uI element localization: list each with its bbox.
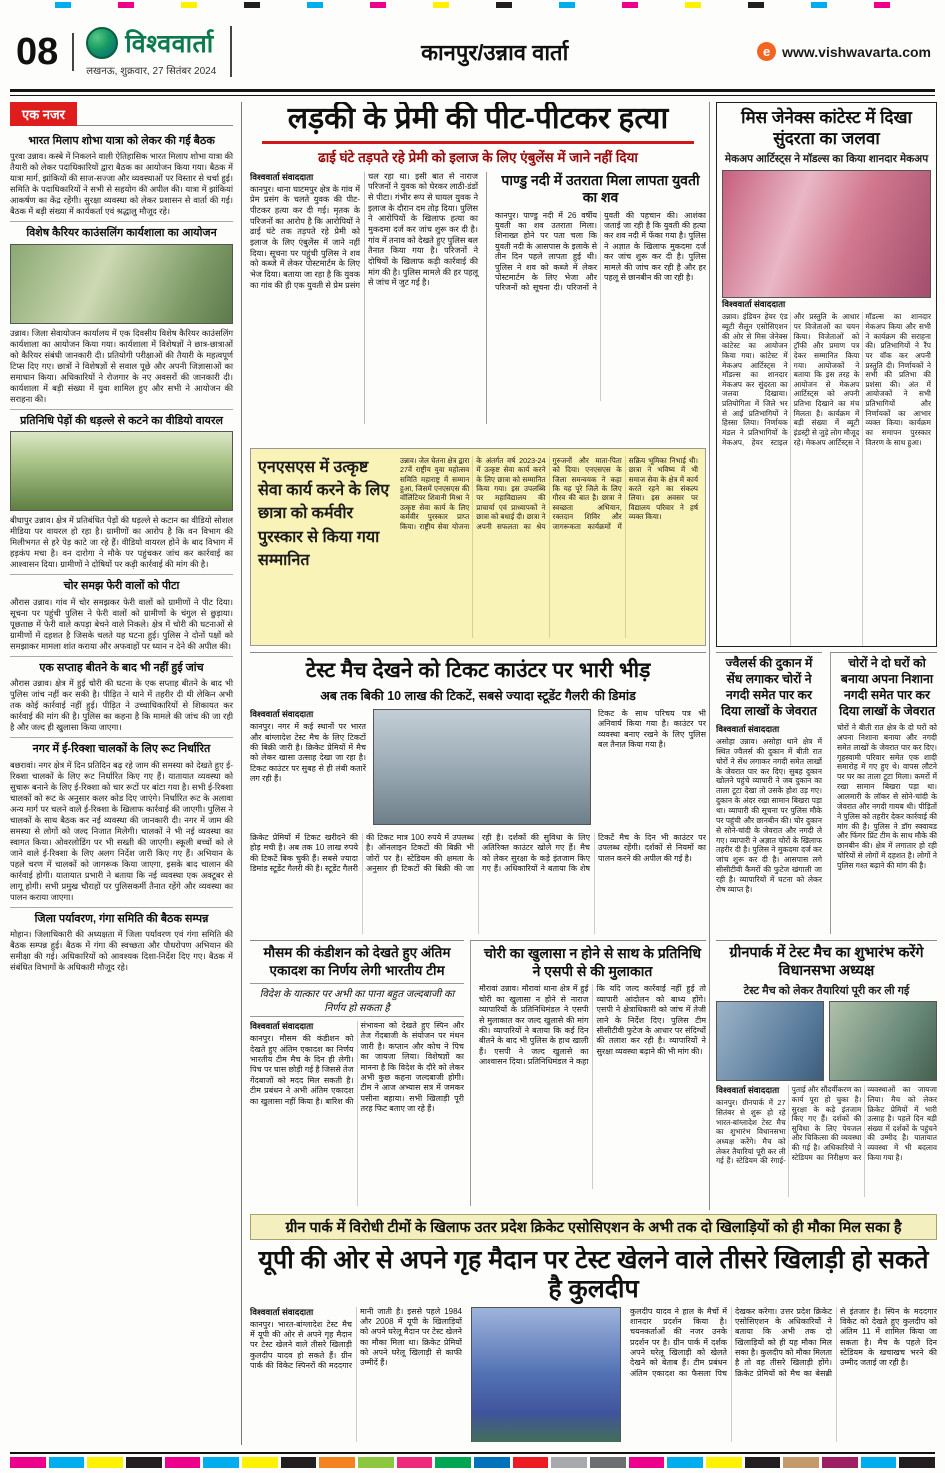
- team-selection-weather-story: [250, 940, 464, 1206]
- sp-meeting-story: [470, 940, 706, 1206]
- nss-award-story: [250, 448, 706, 646]
- story-body: बीघापुर उन्नाव। क्षेत्र में प्रतिबंधित पेड़ों की धड़ल्ले से कटान का वीडियो सोशल मीडिया पर वायरल हो रहा है। ग्रामीणों का आरोप है कि वन विभाग की मिलीभगत से हरे पेड़ काटे जा रहे हैं। वीडियो वायरल होने के बाद विभाग में हड़कंप मचा है। वन दारोगा ने मौके पर पहुंचकर जांच कर कार्रवाई का आश्वासन दिया। ग्रामीणों ने दोषियों पर कड़ी कार्रवाई की मांग की है।: [10, 515, 233, 570]
- story-headline: ग्रीनपार्क में टेस्ट मैच का शुभारंभ करेंगे विधानसभा अध्यक्ष: [729, 945, 924, 980]
- color-patch: [49, 1457, 85, 1468]
- color-patch: [629, 1457, 665, 1468]
- ticket-counter-story: [250, 652, 706, 934]
- lead-subheadline: ढाई घंटे तड़पते रहे प्रेमी को इलाज के लिए एंबुलेंस में जाने नहीं दिया: [318, 149, 638, 165]
- miss-genex-contest-photo: [722, 170, 931, 298]
- color-patch: [622, 2, 638, 8]
- print-color-bar: [10, 1452, 935, 1468]
- kuldeep-story-columns: [250, 1307, 937, 1443]
- story-body: कानपुर। मौसम की कंडीशन को देखते हुए अंतिम एकादश का निर्णय भारतीय टीम मैच के दिन ही लेगी। पिच पर घास छोड़ी गई है जिससे तेज गेंदबाजों को मदद मिल सकती है। टीम प्रबंधन ने अभी अंतिम एकादश का खुलासा नहीं किया है। बारिश की संभावना को देखते हुए स्पिन और तेज गेंदबाजी के संयोजन पर मंथन जारी है। कप्तान और कोच ने पिच का जायजा लिया। विशेषज्ञों का मानना है कि विदेश के दौरे को लेकर अभी कुछ कहना जल्दबाजी होगी। टीम ने आज अभ्यास सत्र में जमकर पसीना बहाया। सभी खिलाड़ी पूरी तरह फिट बताए जा रहे हैं।: [250, 1021, 464, 1114]
- weather-body-wrap: [250, 1021, 464, 1206]
- left-story-career-workshop: [10, 221, 233, 405]
- story-body: उन्नाव। जिला सेवायोजन कार्यालय में एक दिवसीय विशेष कैरियर काउंसलिंग कार्यशाला का आयोजन किया गया। कार्यशाला में विशेषज्ञों ने छात्र-छात्राओं को कैरियर संबंधी जानकारी दी। प्रतियोगी परीक्षाओं की तैयारी के महत्वपूर्ण टिप्स दिए गए। छात्रों ने विशेषज्ञों से सवाल पूछे और अपनी जिज्ञासाओं का समाधान किया। अधिकारियों ने रोजगार के नए अवसरों की जानकारी दी। कार्यशाला में बड़ी संख्या में युवा शामिल हुए और सभी ने आयोजन की सराहना की।: [10, 327, 233, 404]
- story-headline: चोरी का खुलासा न होने से साथ के प्रतिनिधि ने एसपी से की मुलाकात: [483, 945, 702, 980]
- story-subheadline: टेस्ट मैच को लेकर तैयारियां पूरी कर ली गई: [743, 985, 910, 998]
- story-headline: नगर में ई-रिक्शा चालकों के लिए रूट निर्धारित: [32, 743, 211, 756]
- color-patch: [118, 2, 134, 8]
- color-patch: [474, 1457, 510, 1468]
- two-houses-burglary-story: [830, 652, 937, 934]
- column-divider: [709, 102, 710, 1210]
- color-patch: [358, 1457, 394, 1468]
- color-patch: [745, 1457, 781, 1468]
- color-patch: [126, 1457, 162, 1468]
- color-patch: [181, 2, 197, 8]
- kuldeep-body-left-wrap: [250, 1307, 462, 1443]
- story-body: असोहा उन्नाव। असोहा थाने क्षेत्र में स्थित ज्वैलर्स की दुकान में बीती रात चोरों ने सेंध लगाकर नगदी समेत लाखों के जेवरात पार कर दिए। सुबह दुकान खोलने पहुंचे व्यापारी ने जब दुकान का ताला टूटा देखा तो उसके होश उड़ गए। दुकान के अंदर रखा सामान बिखरा पड़ा था। व्यापारी की सूचना पर पुलिस मौके पर पहुंची और छानबीन की। चोर दुकान से सोने-चांदी के जेवरात और नगदी ले गए। व्यापारी ने अज्ञात चोरों के खिलाफ तहरीर दी है। पुलिस ने मुकदमा दर्ज कर जांच शुरू कर दी है। आसपास लगे सीसीटीवी कैमरों की फुटेज खंगाली जा रही है। व्यापारियों में घटना को लेकर रोष व्याप्त है।: [716, 736, 822, 894]
- section-title: कानपुर/उन्नाव वार्ता: [421, 39, 569, 65]
- story-headline: प्रतिनिधि पेड़ों की धड़ल्ले से कटने का वीडियो वायरल: [20, 415, 223, 427]
- story-body: बछरावां। नगर क्षेत्र में दिन प्रतिदिन बढ़ रहे जाम की समस्या को देखते हुए ई-रिक्शा चालकों के लिए रूट निर्धारित किए गए हैं। यातायात व्यवस्था को सुचारू बनाने के लिए ई-रिक्शा को चार रूटों पर बांटा गया है। सभी ई-रिक्शा चालकों को रूट के अनुसार कलर कोड दिए जाएंगे। निर्धारित रूट के अलावा अन्य मार्ग पर चलने वाले ई-रिक्शा के खिलाफ कार्रवाई की जाएगी। पुलिस ने चालकों के साथ बैठक कर नई व्यवस्था की जानकारी दी। नगर में जाम की समस्या से लोगों को जल्द निजात मिलेगी। चालकों ने भी नई व्यवस्था का स्वागत किया। ओवरलोडिंग पर भी सख्ती की जाएगी। स्कूली बच्चों को ले जाने वाले ई-रिक्शा के लिए अलग निर्देश जारी किए गए हैं। अभियान के पहले चरण में चालकों को जागरूक किया जाएगा, इसके बाद चालान की कार्रवाई होगी। यातायात प्रभारी ने बताया कि नई व्यवस्था एक अक्टूबर से लागू होगी। सभी प्रमुख चौराहों पर पुलिसकर्मी तैनात रहेंगे और व्यवस्था का पालन कराया जाएगा।: [10, 759, 233, 903]
- color-patch: [397, 1457, 433, 1468]
- masthead-title: विश्ववार्ता: [125, 30, 214, 58]
- color-patch: [55, 2, 71, 8]
- felled-trees-photo: [10, 431, 233, 511]
- story-body: औरास उन्नाव। गांव में चोर समझकर फेरी वालों को ग्रामीणों ने पीट दिया। सूचना पर पहुंची पुलिस ने फेरी वालों को ग्रामीणों के चंगुल से छुड़ाया। पूछताछ में फेरी वाले कपड़ा बेचने वाले निकले। क्षेत्र में चोरी की घटनाओं से ग्रामीणों में दहशत है जिसके चलते यह घटना हुई। पुलिस ने दोनों पक्षों को समझाकर मामला शांत कराया और अफवाहों पर ध्यान न देने की अपील की।: [10, 596, 233, 651]
- story-headline: चोरों ने दो घरों को बनाया अपना निशाना नगदी समेत पार कर दिया लाखों के जेवरात: [839, 656, 935, 718]
- left-story-hawkers-beaten: [10, 574, 233, 651]
- color-patch: [899, 1457, 935, 1468]
- ek-nazar-row: [10, 102, 233, 126]
- color-patch: [685, 2, 701, 8]
- press-conference-photo-1: [716, 1001, 824, 1081]
- pandu-river-story: [486, 172, 706, 424]
- strap-headline: ग्रीन पार्क में विरोधी टीमों के खिलाफ उतर प्रदेश क्रिकेट एसोसिएशन के अभी तक दो खिलाड़ियों को ही मौका मिल सका है: [250, 1214, 937, 1240]
- lead-story-columns: [250, 172, 706, 424]
- ticket-story-columns: [250, 709, 706, 827]
- color-patch: [861, 1457, 897, 1468]
- byline: विश्ववार्ता संवाददाता: [250, 1306, 314, 1317]
- lead-story-body-wrap: [250, 172, 478, 424]
- main-content: [250, 102, 937, 1442]
- story-body: कानपुर। पाण्डु नदी में 26 वर्षीय युवती का शव उतराता मिला। शिनाख्त होने पर पता चला कि युवती नदी के आसपास के इलाके से तीन दिन पहले लापता हुई थी। पुलिस ने शव को कब्जे में लेकर पोस्टमार्टम के लिए भेजा और परिजनों को सूचना दी। परिजनों ने युवती की पहचान की। आशंका जताई जा रही है कि युवती की हत्या कर शव नदी में फेंका गया है। पुलिस ने अज्ञात के खिलाफ मुकदमा दर्ज कर जांच शुरू कर दी है। पुलिस मामले की जांच कर रही है और हर पहलू से छानबीन की जा रही है।: [495, 210, 706, 293]
- kuldeep-story: [250, 1246, 937, 1442]
- left-story-ganga-samiti: [10, 907, 233, 973]
- left-story-trees-video: [10, 409, 233, 570]
- story-body: मौरावां उन्नाव। मौरावां थाना क्षेत्र में हुई चोरी का खुलासा न होने से नाराज व्यापारियों के प्रतिनिधिमंडल ने एसपी से मुलाकात कर जल्द खुलासे की मांग की। व्यापारियों ने बताया कि कई दिन बीतने के बाद भी पुलिस के हाथ खाली हैं। एसपी ने जल्द खुलासे का आश्वासन दिया। प्रतिनिधिमंडल ने कहा कि यदि जल्द कार्रवाई नहीं हुई तो व्यापारी आंदोलन को बाध्य होंगे। एसपी ने क्षेत्राधिकारी को जांच में तेजी लाने के निर्देश दिए। पुलिस टीम सीसीटीवी फुटेज के आधार पर संदिग्धों की तलाश कर रही है। व्यापारियों ने सुरक्षा व्यवस्था बढ़ाने की भी मांग की।: [479, 984, 706, 1067]
- story-headline: ज्वैलर्स की दुकान में सेंध लगाकर चोरों ने नगदी समेत पार कर दिया लाखों के जेवरात: [721, 656, 817, 718]
- lead-story: [250, 102, 706, 442]
- byline: विश्ववार्ता संवाददाता: [250, 1021, 314, 1032]
- color-patch: [307, 2, 323, 8]
- left-story-bharat-milap: [10, 130, 233, 217]
- ticket-body-left-wrap: [250, 709, 366, 827]
- print-registration-marks: [55, 2, 890, 8]
- color-patch: [10, 1457, 46, 1468]
- dateline: लखनऊ, शुक्रवार, 27 सितंबर 2024: [86, 66, 217, 77]
- color-patch: [165, 1457, 201, 1468]
- miss-genex-story: [716, 102, 937, 647]
- story-body: कानपुर। ग्रीनपार्क में 27 सितंबर से शुरू हो रहे भारत-बांग्लादेश टेस्ट मैच का शुभारंभ विधानसभा अध्यक्ष करेंगे। मैच को लेकर तैयारियां पूरी कर ली गई हैं। स्टेडियम की रंगाई-पुताई और सौंदर्यीकरण का कार्य पूरा हो चुका है। सुरक्षा के कड़े इंतजाम किए गए हैं। दर्शकों की सुविधा के लिए पेयजल और चिकित्सा की व्यवस्था की गई है। अधिकारियों ने स्टेडियम का निरीक्षण कर व्यवस्थाओं का जायजा लिया। मैच को लेकर क्रिकेट प्रेमियों में भारी उत्साह है। पहले दिन बड़ी संख्या में दर्शकों के पहुंचने की उम्मीद है। यातायात व्यवस्था में भी बदलाव किया गया है।: [716, 1085, 937, 1166]
- color-patch: [244, 2, 260, 8]
- story-headline: यूपी की ओर से अपने गृह मैदान पर टेस्ट खेलने वाले तीसरे खिलाड़ी हो सकते है कुलदीप: [258, 1246, 929, 1303]
- color-patch: [822, 1457, 858, 1468]
- byline: विश्ववार्ता संवाददाता: [722, 299, 786, 310]
- story-body: उन्नाव। इंडियन हेयर एंड ब्यूटी सैलून एसोसिएशन की ओर से मिस जेनेक्स कांटेस्ट का आयोजन किया गया। कांटेस्ट में मेकअप आर्टिस्ट्स ने मॉडल्स का शानदार मेकअप कर सुंदरता का जलवा दिखाया। प्रतियोगिता में जिले भर से आईं प्रतिभागियों ने हिस्सा लिया। निर्णायक मंडल ने प्रतिभागियों के मेकअप, हेयर स्टाइल और प्रस्तुति के आधार पर विजेताओं का चयन किया। विजेताओं को ट्रॉफी और प्रमाण पत्र देकर सम्मानित किया गया। आयोजकों ने बताया कि इस तरह के आयोजन से मेकअप आर्टिस्ट्स को अपनी प्रतिभा दिखाने का मंच मिलता है। कार्यक्रम में बड़ी संख्या में ब्यूटी इंडस्ट्री से जुड़े लोग मौजूद रहे। मेकअप आर्टिस्ट्स ने मॉडल्स का शानदार मेकअप किया और सभी ने कार्यक्रम की सराहना की। प्रतिभागियों ने रैंप पर वॉक कर अपनी प्रस्तुति दी। निर्णायकों ने सभी की प्रतिभा की प्रशंसा की। अंत में आयोजकों ने सभी प्रतिभागियों और निर्णायकों का आभार व्यक्त किया। कार्यक्रम का समापन पुरस्कार वितरण के साथ हुआ।: [722, 312, 931, 447]
- story-headline: जिला पर्यावरण, गंगा समिति की बैठक सम्पन्न: [34, 913, 209, 926]
- story-body: मोहान। जिलाधिकारी की अध्यक्षता में जिला पर्यावरण एवं गंगा समिति की बैठक सम्पन्न हुई। बैठक में गंगा की स्वच्छता और पौधरोपण अभियान की समीक्षा की गई। अधिकारियों को आवश्यक दिशा-निर्देश दिए गए। बैठक में संबंधित विभागों के अधिकारी मौजूद रहे।: [10, 929, 233, 973]
- color-patch: [433, 2, 449, 8]
- byline: विश्ववार्ता संवाददाता: [250, 171, 314, 182]
- color-patch: [874, 2, 890, 8]
- story-subheadline: मेकअप आर्टिस्ट्स ने मॉडल्स का किया शानदार मेकअप: [724, 153, 929, 166]
- lead-story-body: कानपुर। थाना घाटमपुर क्षेत्र के गांव में प्रेम प्रसंग के चलते युवक की पीट-पीटकर हत्या कर दी गई। मृतक के परिजनों का आरोप है कि आरोपियों ने ढाई घंटे तक तड़पते रहे प्रेमी को इलाज के लिए एंबुलेंस में जाने नहीं दिया। सूचना पर पहुंची पुलिस ने शव को कब्जे में लेकर पोस्टमार्टम के लिए भेज दिया। बताया जा रहा है कि युवक का गांव की ही एक युवती से प्रेम प्रसंग चल रहा था। इसी बात से नाराज परिजनों ने युवक को घेरकर लाठी-डंडों से पीटा। गंभीर रूप से घायल युवक ने इलाज के दौरान दम तोड़ दिया। पुलिस ने आरोपियों के खिलाफ हत्या का मुकदमा दर्ज कर जांच शुरू कर दी है। गांव में तनाव को देखते हुए पुलिस बल तैनात किया गया है। परिजनों ने दोषियों के खिलाफ कड़ी कार्रवाई की मांग की है। पुलिस मामले की हर पहलू से जांच में जुट गई है।: [250, 171, 478, 290]
- byline: विश्ववार्ता संवाददाता: [716, 723, 780, 734]
- left-story-no-investigation: [10, 656, 233, 733]
- color-patch: [590, 1457, 626, 1468]
- color-patch: [706, 1457, 742, 1468]
- cricket-players-photo: [471, 1307, 621, 1443]
- story-headline: विशेष कैरियर काउंसलिंग कार्यशाला का आयोजन: [26, 227, 217, 240]
- color-patch: [203, 1457, 239, 1468]
- story-body: औरास उन्नाव। क्षेत्र में हुई चोरी की घटना के एक सप्ताह बीतने के बाद भी पुलिस जांच नहीं कर सकी है। पीड़ित ने थाने में तहरीर दी थी लेकिन अभी तक कोई कार्रवाई नहीं हुई। पीड़ित ने उच्चाधिकारियों से शिकायत कर कार्रवाई की मांग की है। पुलिस का कहना है कि मामले की जांच की जा रही है और जल्द ही खुलासा किया जाएगा।: [10, 678, 233, 733]
- story-headline: टेस्ट मैच देखने को टिकट काउंटर पर भारी भीड़: [305, 659, 651, 682]
- page-number: 08: [10, 33, 74, 71]
- byline: विश्ववार्ता संवाददाता: [250, 709, 314, 719]
- kuldeep-body-right: कुलदीप यादव ने हाल के मैचों में शानदार प्रदर्शन किया है। चयनकर्ताओं की नजर उनके प्रदर्शन पर है। ग्रीन पार्क में दर्शक अपने घरेलू खिलाड़ी को खेलते देखने को बेताब हैं। टीम प्रबंधन अंतिम एकादश का फैसला पिच देखकर करेगा। उत्तर प्रदेश क्रिकेट एसोसिएशन के अधिकारियों ने बताया कि अभी तक दो खिलाड़ियों को ही यह मौका मिल सका है। कुलदीप को मौका मिलता है तो वह तीसरे खिलाड़ी होंगे। क्रिकेट प्रेमियों को मैच का बेसब्री से इंतजार है। स्पिन के मददगार विकेट को देखते हुए कुलदीप को अंतिम 11 में शामिल किया जा सकता है। मैच के पहले दिन स्टेडियम के खचाखच भरने की उम्मीद जताई जा रही है।: [630, 1306, 937, 1378]
- color-patch: [319, 1457, 355, 1468]
- ticket-body-bottom: क्रिकेट प्रेमियों में टिकट खरीदने की होड़ मची है। अब तक 10 लाख रुपये की टिकटें बिक चुकी हैं। सबसे ज्यादा डिमांड स्टूडेंट गैलरी की है। स्टूडेंट गैलरी की टिकट मात्र 100 रुपये में उपलब्ध है। ऑनलाइन टिकटों की बिक्री भी जोरों पर है। स्टेडियम की क्षमता के अनुसार ही टिकटों की बिक्री की जा रही है। दर्शकों की सुविधा के लिए अतिरिक्त काउंटर खोले गए हैं। मैच को लेकर सुरक्षा के कड़े इंतजाम किए गए हैं। अधिकारियों ने बताया कि शेष टिकटें मैच के दिन भी काउंटर पर उपलब्ध रहेंगी। दर्शकों से नियमों का पालन करने की अपील की गई है।: [250, 833, 706, 874]
- color-patch: [748, 2, 764, 8]
- story-body: उन्नाव। जेल चेतना क्षेत्र द्वारा 27वें राष्ट्रीय युवा महोत्सव समिति महाराष्ट्र में सम्मान हुआ, जिसमें एनएसएस की वॉलिंटियर शिवानी मिश्रा ने उत्कृष्ट सेवा कार्य के लिए कर्मवीर पुरस्कार प्राप्त किया। राष्ट्रीय सेवा योजना के अंतर्गत वर्ष 2023-24 में उत्कृष्ट सेवा कार्य करने के लिए छात्रा को सम्मानित किया गया। इस उपलब्धि पर महाविद्यालय की प्राचार्या एवं प्राध्यापकों ने छात्रा को बधाई दी। छात्रा ने अपनी सफलता का श्रेय गुरुजनों और माता-पिता को दिया। एनएसएस के जिला समन्वयक ने कहा कि यह पूरे जिले के लिए गौरव की बात है। छात्रा ने स्वच्छता अभियान, रक्तदान शिविर और जागरूकता कार्यक्रमों में सक्रिय भूमिका निभाई थी। छात्रा ने भविष्य में भी समाज सेवा के क्षेत्र में कार्य करते रहने का संकल्प लिया। इस अवसर पर विद्यालय परिवार ने हर्ष व्यक्त किया।: [400, 456, 698, 531]
- color-patch: [496, 2, 512, 8]
- ticket-body-right: टिकट के साथ परिचय पत्र भी अनिवार्य किया गया है। काउंटर पर व्यवस्था बनाए रखने के लिए पुलिस बल तैनात किया गया है।: [598, 709, 706, 750]
- story-headline: पाण्डु नदी में उतराता मिला लापता युवती का शव: [501, 171, 700, 206]
- color-patch: [811, 2, 827, 8]
- story-headline: मिस जेनेक्स कांटेस्ट में दिखा सुंदरता का जलवा: [741, 108, 912, 148]
- masthead-block: [86, 26, 232, 77]
- color-patch: [370, 2, 386, 8]
- color-patch: [87, 1457, 123, 1468]
- byline: विश्ववार्ता संवाददाता: [716, 1085, 780, 1096]
- story-subheadline: अब तक बिकी 10 लाख की टिकटें, सबसे ज्यादा स्टूडेंट गैलरी की डिमांड: [320, 689, 636, 703]
- color-patch: [559, 2, 575, 8]
- story-body: चोरों ने बीती रात क्षेत्र के दो घरों को अपना निशाना बनाया और नगदी समेत लाखों के जेवरात पार कर दिए। गृहस्वामी परिवार समेत एक शादी समारोह में गए हुए थे। वापस लौटने पर घर का ताला टूटा मिला। कमरों में रखा सामान बिखरा पड़ा था। आलमारी के लॉकर से सोने-चांदी के जेवरात और नगदी गायब थी। पीड़ितों ने पुलिस को तहरीर देकर कार्रवाई की मांग की है। पुलिस ने डॉग स्क्वायड और फिंगर प्रिंट टीम के साथ मौके की छानबीन की। क्षेत्र में लगातार हो रही चोरियों से लोगों में दहशत है। लोगों ने पुलिस गश्त बढ़ाने की मांग की है।: [837, 722, 937, 870]
- website-link[interactable]: [757, 42, 935, 61]
- color-patch: [435, 1457, 471, 1468]
- website-logo-icon: e: [757, 42, 776, 61]
- greenpark-body-wrap: [716, 1085, 937, 1197]
- ticket-counter-photo: [373, 709, 591, 825]
- story-body: पुरवा उन्नाव। कस्बे में निकलने वाली ऐतिहासिक भारत मिलाप शोभा यात्रा की तैयारी को लेकर पदाधिकारियों द्वारा बैठक का आयोजन किया गया। बैठक में यात्रा मार्ग, झांकियों की साज-सज्जा और व्यवस्थाओं पर विस्तार से चर्चा हुई। समिति के पदाधिकारियों ने सभी से सहयोग की अपील की। यात्रा में झांकियां आकर्षण का केंद्र रहेंगी। सुरक्षा व्यवस्था को लेकर प्रशासन से वार्ता की गई। बैठक में बड़ी संख्या में कार्यकर्ता एवं श्रद्धालु मौजूद रहे।: [10, 151, 233, 217]
- left-story-erickshaw-routes: [10, 737, 233, 903]
- story-subheadline: विदेश के यात्कार पर अभी का पाना बहुत जल्दबाजी का निर्णय हो सकता है: [250, 983, 464, 1017]
- ticket-body-left: कानपुर। नगर में कई स्थानों पर भारत और बांग्लादेश टेस्ट मैच के लिए टिकटों की बिक्री जारी है। क्रिकेट प्रेमियों में मैच को लेकर खासा उत्साह देखा जा रहा है। टिकट काउंटर पर सुबह से ही लंबी कतारें लग रही हैं।: [250, 722, 366, 784]
- color-patch: [281, 1457, 317, 1468]
- lead-headline: लड़की के प्रेमी की पीट-पीटकर हत्या: [287, 102, 669, 135]
- color-patch: [513, 1457, 549, 1468]
- left-column: [10, 102, 242, 1445]
- color-patch: [551, 1457, 587, 1468]
- color-patch: [783, 1457, 819, 1468]
- jewellers-burglary-story: [716, 652, 822, 934]
- story-headline: एक सप्ताह बीतने के बाद भी नहीं हुई जांच: [39, 661, 204, 674]
- story-headline: मौसम की कंडीशन को देखते हुए अंतिम एकादश का निर्णय लेगी भारतीय टीम: [263, 945, 451, 978]
- headline-rule: [262, 141, 694, 144]
- greenpark-inauguration-story: [716, 940, 937, 1206]
- section-label-ek-nazar: एक नजर: [10, 102, 77, 126]
- kuldeep-body-left: कानपुर। भारत-बांग्लादेश टेस्ट मैच में यूपी की ओर से अपने गृह मैदान पर टेस्ट खेलने वाले तीसरे खिलाड़ी कुलदीप यादव हो सकते हैं। ग्रीन पार्क की विकेट स्पिनरों की मददगार मानी जाती है। इससे पहले 1984 और 2008 में यूपी के खिलाड़ियों को अपने घरेलू मैदान पर टेस्ट खेलने का मौका मिला था। क्रिकेट प्रेमियों को अपने घरेलू खिलाड़ी से काफी उम्मीदें हैं।: [250, 1306, 462, 1371]
- story-headline: एनएसएस में उत्कृष्ट सेवा कार्य करने के लिए छात्रा को कर्मवीर पुरस्कार से किया गया सम्मानित: [258, 459, 390, 569]
- color-patch: [667, 1457, 703, 1468]
- color-patch: [242, 1457, 278, 1468]
- career-workshop-photo: [10, 244, 233, 324]
- website-url: www.vishwavarta.com: [782, 43, 931, 60]
- masthead-logo-icon: [86, 27, 118, 59]
- press-conference-photo-2: [829, 1001, 937, 1081]
- press-conference-photos: [716, 1001, 937, 1081]
- story-headline: चोर समझ फेरी वालों को पीटा: [63, 580, 180, 593]
- page-header: [10, 14, 935, 92]
- story-headline: भारत मिलाप शोभा यात्रा को लेकर की गई बैठक: [28, 135, 215, 147]
